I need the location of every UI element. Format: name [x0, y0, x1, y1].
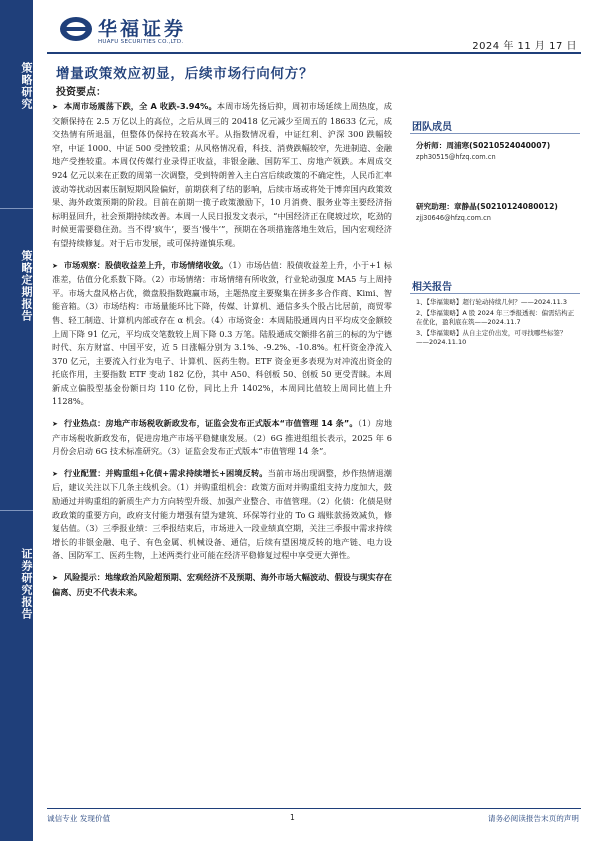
- logo-emblem-icon: [58, 15, 94, 43]
- assistant-entry: [416, 201, 586, 224]
- paragraph-lead: 本周市场震荡下跌，全 A 收跌-3.94%。: [63, 101, 217, 111]
- arrow-bullet-icon: ➤: [52, 574, 58, 582]
- assistant-email[interactable]: zjj30646@hfzq.com.cn: [416, 214, 491, 222]
- paragraph-risk-warning: [52, 571, 392, 599]
- paragraph-industry-allocation: [52, 467, 392, 563]
- main-content: [52, 100, 392, 607]
- logo-text-en: HUAFU SECURITIES CO.,LTD.: [98, 39, 184, 45]
- team-divider: [410, 133, 580, 134]
- footer-disclaimer: 请务必阅读报告末页的声明: [487, 814, 579, 823]
- paragraph-body: （1）房地产市场税收新政发布，促进房地产市场平稳健康发展。（2）6G 推进组组长表示，2025 年 6 月份会启动 6G 技术标准研究。（3）证监会发布正式版本“市值管理 14 条”。: [52, 418, 393, 457]
- assistant-name: 章静晶(S0210124080012): [453, 202, 558, 211]
- related-reports-heading: 相关报告: [412, 282, 452, 293]
- analyst-role: 分析师：: [416, 141, 447, 150]
- sidebar-label-strategy-research: 策略研究: [20, 62, 33, 110]
- paragraph-market-observation: [52, 259, 392, 410]
- arrow-bullet-icon: ➤: [52, 261, 58, 270]
- header-divider: [47, 52, 581, 54]
- paragraph-lead: 风险提示：地缘政治风险超预期、宏观经济不及预期、海外市场大幅波动、假设与现实存在偏离、历史不代表未来。: [52, 572, 392, 597]
- key-points-heading: 投资要点：: [56, 87, 106, 98]
- page-number: 1: [290, 813, 295, 822]
- paragraph-lead: 行业配置：并购重组+化债+需求持续增长+困境反转。: [63, 467, 268, 478]
- logo-text-cn: 华福证券: [98, 18, 187, 40]
- footer-slogan: 诚信专业 发现价值: [47, 814, 111, 823]
- paragraph-lead: 行业热点：房地产市场税收新政发布，证监会发布正式版本“市值管理 14 条”。: [63, 418, 358, 429]
- arrow-bullet-icon: ➤: [52, 469, 58, 478]
- paragraph-body: （1）市场估值：股债收益差上升，小于+1 标准差，估值分化系数下降。（2）市场情绪：市场情绪有所收敛，行业轮动强度 MA5 与上周持平。市场大盘风格占优，微盘股指数跑赢市场，主题热度主要聚集在拼多多合作商、Kimi、智能音箱。（3）市场结构：市场量能环比下降，传媒、计算机、通信多头个股占比居前，商贸零售、轻工制造、计算机内部或存在 α 机会。（4）市场资金：本周陆股通周内日平均成交金额较上周下降 91 亿元，平均成交笔数较上周下降 0.3 万笔。陆股通成交额排名前三的标的为宁德时代、东方财富、中国平安，近 5 日涨幅分别为 3.1%、-9.2%、-10.8%。杠杆资金净流入 370 亿元，主要流入行业为电子、计算机、医药生物。ETF 资金更多表现为对冲流出资金的托底作用，主要指数 ETF 变动 182 亿份，其中 A50、科创板 50、创板 50 更受青睐。本周新成立偏股型基金份额日均 110 亿份，同比上升 1402%，本周同比值较上周同比值上升 1128%。: [52, 259, 392, 407]
- paragraph-industry-hotspots: [52, 417, 392, 459]
- paragraph-body: 本周市场先扬后抑，周初市场延续上周热度，成交额保持在 2.5 万亿以上的高位，之后从周三的 20418 亿元减少至周五的 18633 亿元，成交热情有所退温，但整体仍保持在较高水平。从指数情况看，中证红利、沪深 300 跌幅较窄，中证 1000、中证 500 受挫较重；从风格情况看，科技、消费跌幅较窄，先进制造、金融地产受挫较重。本周仅传媒行业录得正收益，非银金融、国防军工、房地产领跌。本周成交 924 亿元以来在正数的周第一次调整，受到特朗普入主白宫后续政策的不确定性，人民币汇率波动等扰动因素压制短期风险偏好，前期获利了结的影响，后续市场或将处于博弈国内政策效果、海外政策预期的阶段。目前在前期一揽子政策激励下，10 月消费、服务业等主要经济指标明显回升，社会预期持续改善。本周一人民日报发文表示，“中国经济正在爬坡过坎，吃劲的时候更需要稳住劲。当不得‘疯牛’，要当‘慢牛’”，预期在各项措施落地生效后，国内宏观经济有望持续修复。对于后市发展，或可保持谨慎乐观。: [52, 101, 392, 248]
- related-reports-list: [416, 298, 578, 349]
- analyst-name: 周浦寒(S0210524040007): [446, 141, 551, 150]
- assistant-role: 研究助理：: [416, 202, 454, 211]
- related-reports-divider: [410, 293, 580, 294]
- sidebar-label-periodic-report: 策略定期报告: [20, 250, 33, 322]
- report-date: 2024 年 11 月 17 日: [472, 41, 577, 52]
- analyst-email[interactable]: zph30515@hfzq.com.cn: [416, 153, 496, 161]
- related-report-link[interactable]: 1、【华福策略】超行轮动持续几何？——2024.11.3: [416, 298, 567, 306]
- analyst-entry: [416, 140, 586, 163]
- sidebar: [0, 0, 33, 841]
- paragraph-market-review: [52, 100, 392, 251]
- paragraph-body: 当前市场出现调整，炒作热情退潮后，建议关注以下几条主线机会。（1）并购重组机会：政策方面对并购重组支持力度加大，鼓励通过并购重组的新质生产力方向转型升级、加强产业整合、市值管理。（2）化债：化债是财政政策的重要方向，政府支付能力增强有望为建筑、环保等行业的 To G 端账款扬效减负，修复估值。（3）三季报业绩：三季报结束后，市场进入一段业绩真空期，关注三季报中需求持续增长的非银金融、电子、有色金属、机械设备、通信，后续有望困境反转的地产链、电力设备、国防军工、医药生物，上述两类行业可能在经济平稳修复过程中享受更大弹性。: [52, 467, 392, 561]
- footer-divider: [47, 808, 581, 809]
- related-report-link[interactable]: 3、【华福策略】从自主定价出发，可寻找哪些标签？——2024.11.10: [416, 329, 567, 346]
- team-heading: 团队成员: [412, 122, 452, 133]
- sidebar-divider: [0, 208, 33, 209]
- arrow-bullet-icon: ➤: [52, 103, 58, 111]
- arrow-bullet-icon: ➤: [52, 420, 58, 429]
- sidebar-divider: [0, 510, 33, 511]
- sidebar-label-securities-report: 证券研究报告: [20, 548, 33, 620]
- company-logo: [58, 14, 208, 50]
- related-report-link[interactable]: 2、【华福策略】A 股 2024 年三季报透视：偏需结构正在优化，盈利底在筑——2024.11.7: [416, 309, 575, 326]
- paragraph-lead: 市场观察：股债收益差上升，市场情绪收敛。: [63, 259, 229, 270]
- report-title: 增量政策效应初显，后续市场行向何方？: [56, 66, 314, 82]
